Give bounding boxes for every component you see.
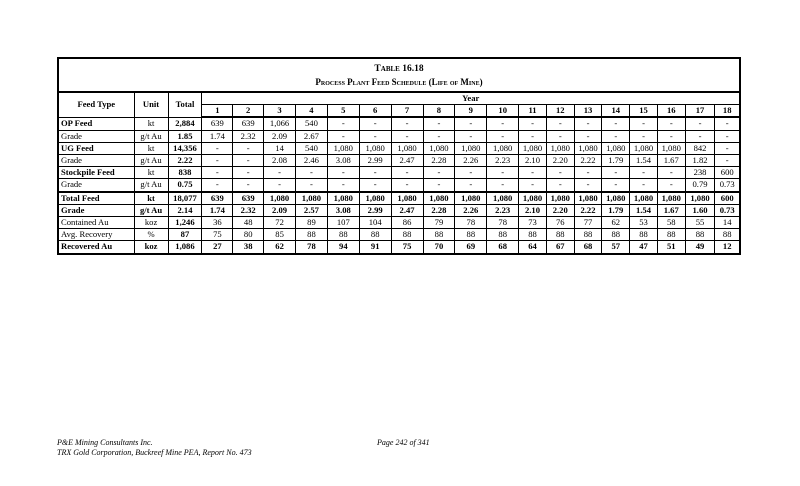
year-value-cell: 1,080 [296,192,328,205]
year-value-cell: - [327,167,359,179]
year-value-cell: - [715,155,740,167]
header-year-cell: 5 [327,105,359,118]
year-value-cell: 1,080 [546,192,574,205]
row-total: 1,246 [168,217,202,229]
year-value-cell: - [455,167,487,179]
row-total: 0.75 [168,179,202,192]
year-value-cell: 2.47 [391,204,423,216]
header-unit: Unit [134,92,168,117]
row-unit: g/t Au [134,204,168,216]
year-value-cell: - [546,130,574,142]
year-value-cell: 540 [296,142,328,154]
year-value-cell: 70 [423,241,455,254]
year-value-cell: - [202,155,233,167]
year-value-cell: 88 [359,229,391,241]
feed-schedule-table-wrapper [57,57,741,255]
year-value-cell: 2.99 [359,155,391,167]
year-value-cell: - [487,117,519,130]
year-value-cell: - [574,117,602,130]
table-row [58,130,740,142]
year-value-cell: 2.32 [233,204,264,216]
year-value-cell: - [455,130,487,142]
year-value-cell: 55 [685,217,715,229]
year-value-cell: - [602,117,630,130]
year-value-cell: 107 [327,217,359,229]
table-row [58,142,740,154]
year-value-cell: 1.74 [202,130,233,142]
year-value-cell: 1,080 [391,192,423,205]
row-label: Grade [58,130,134,142]
year-value-cell: - [202,142,233,154]
row-unit: kt [134,192,168,205]
row-label: Stockpile Feed [58,167,134,179]
year-value-cell: - [487,167,519,179]
year-value-cell: 75 [202,229,233,241]
row-total: 1,086 [168,241,202,254]
year-value-cell: - [423,167,455,179]
year-value-cell: 2.26 [455,155,487,167]
year-value-cell: - [391,167,423,179]
header-year: Year [202,92,740,105]
year-value-cell: 1,080 [359,142,391,154]
year-value-cell: 94 [327,241,359,254]
row-total: 2,884 [168,117,202,130]
year-value-cell: 1.82 [685,155,715,167]
year-value-cell: 1,080 [327,142,359,154]
year-value-cell: - [657,167,685,179]
year-value-cell: 2.28 [423,155,455,167]
year-value-cell: 1,080 [546,142,574,154]
feed-schedule-table [57,57,741,255]
year-value-cell: 3.08 [327,204,359,216]
year-value-cell: - [602,179,630,192]
row-unit: g/t Au [134,155,168,167]
row-total: 1.85 [168,130,202,142]
year-value-cell: - [423,117,455,130]
year-value-cell: 14 [715,217,740,229]
year-value-cell: - [715,117,740,130]
year-value-cell: - [546,179,574,192]
year-value-cell: - [359,167,391,179]
footer-company: P&E Mining Consultants Inc. [57,438,153,447]
year-value-cell: 1,080 [602,142,630,154]
row-label: Grade [58,204,134,216]
year-value-cell: 12 [715,241,740,254]
year-value-cell: 2.67 [296,130,328,142]
row-label: Recovered Au [58,241,134,254]
year-value-cell: 1,080 [574,192,602,205]
header-year-cell: 18 [715,105,740,118]
header-year-cell: 14 [602,105,630,118]
year-value-cell: 1,080 [519,192,547,205]
year-value-cell: 51 [657,241,685,254]
table-row [58,117,740,130]
year-value-cell: 0.79 [685,179,715,192]
table-subtitle: Process Plant Feed Schedule (Life of Mine) [315,76,483,87]
year-value-cell: 69 [455,241,487,254]
year-value-cell: - [519,130,547,142]
row-total: 2.22 [168,155,202,167]
year-value-cell: 64 [519,241,547,254]
header-year-cell: 12 [546,105,574,118]
year-value-cell: - [602,130,630,142]
year-value-cell: 639 [202,117,233,130]
year-value-cell: 57 [602,241,630,254]
header-year-cell: 15 [630,105,658,118]
year-value-cell: - [296,179,328,192]
year-value-cell: - [233,167,264,179]
year-value-cell: 77 [574,217,602,229]
year-value-cell: 639 [233,117,264,130]
year-value-cell: - [519,117,547,130]
year-value-cell: 76 [546,217,574,229]
table-row [58,241,740,254]
page-number: Page 242 of 341 [377,438,430,447]
row-unit: kt [134,167,168,179]
year-value-cell: 88 [657,229,685,241]
year-value-cell: 600 [715,192,740,205]
year-value-cell: - [359,179,391,192]
year-value-cell: 47 [630,241,658,254]
year-value-cell: 79 [423,217,455,229]
header-feed-type: Feed Type [58,92,134,117]
year-value-cell: 80 [233,229,264,241]
year-value-cell: 600 [715,167,740,179]
row-total: 838 [168,167,202,179]
year-value-cell: 1,080 [455,192,487,205]
year-value-cell: - [327,179,359,192]
year-value-cell: - [715,142,740,154]
year-value-cell: - [602,167,630,179]
header-total: Total [168,92,202,117]
year-value-cell: - [391,179,423,192]
header-year-cell: 13 [574,105,602,118]
year-value-cell: - [546,167,574,179]
year-value-cell: - [296,167,328,179]
year-value-cell: 14 [264,142,296,154]
year-value-cell: - [630,167,658,179]
year-value-cell: 2.46 [296,155,328,167]
year-value-cell: 1,080 [487,192,519,205]
year-value-cell: - [574,130,602,142]
year-value-cell: 1,080 [574,142,602,154]
year-value-cell: 3.08 [327,155,359,167]
row-label: Avg. Recovery [58,229,134,241]
header-year-cell: 16 [657,105,685,118]
year-value-cell: - [327,130,359,142]
year-value-cell: 1,080 [455,142,487,154]
year-value-cell: 540 [296,117,328,130]
year-value-cell: 1,066 [264,117,296,130]
header-year-cell: 8 [423,105,455,118]
year-value-cell: - [657,130,685,142]
year-value-cell: 86 [391,217,423,229]
year-value-cell: 1,080 [657,192,685,205]
header-year-cell: 9 [455,105,487,118]
year-value-cell: 1.67 [657,204,685,216]
footer-left [57,438,252,458]
year-value-cell: - [685,130,715,142]
year-value-cell: 73 [519,217,547,229]
year-value-cell: 1,080 [423,192,455,205]
table-title-cell [58,58,740,92]
year-value-cell: - [715,130,740,142]
year-value-cell: 104 [359,217,391,229]
year-value-cell: - [487,130,519,142]
year-value-cell: 88 [327,229,359,241]
year-value-cell: 2.09 [264,130,296,142]
year-value-cell: - [264,167,296,179]
year-value-cell: 2.57 [296,204,328,216]
header-year-cell: 11 [519,105,547,118]
year-value-cell: 2.10 [519,204,547,216]
year-value-cell: 1,080 [630,192,658,205]
year-value-cell: 1,080 [359,192,391,205]
year-value-cell: - [574,179,602,192]
year-value-cell: 2.20 [546,155,574,167]
year-value-cell: - [519,179,547,192]
table-row [58,155,740,167]
year-value-cell: 1.67 [657,155,685,167]
year-value-cell: 88 [685,229,715,241]
year-value-cell: - [630,117,658,130]
row-label: Grade [58,155,134,167]
year-value-cell: 2.22 [574,204,602,216]
year-value-cell: - [391,117,423,130]
header-year-cell: 4 [296,105,328,118]
year-value-cell: 2.99 [359,204,391,216]
year-value-cell: 88 [574,229,602,241]
year-value-cell: 88 [715,229,740,241]
row-label: Total Feed [58,192,134,205]
row-total: 18,077 [168,192,202,205]
year-value-cell: 58 [657,217,685,229]
year-value-cell: 48 [233,217,264,229]
year-value-cell: 1,080 [602,192,630,205]
table-row [58,229,740,241]
year-value-cell: 2.47 [391,155,423,167]
year-value-cell: 88 [391,229,423,241]
row-label: Grade [58,179,134,192]
year-value-cell: - [455,117,487,130]
year-value-cell: 1.54 [630,155,658,167]
year-value-cell: - [233,179,264,192]
year-value-cell: - [202,167,233,179]
year-value-cell: 68 [487,241,519,254]
year-value-cell: 78 [296,241,328,254]
year-value-cell: 1.79 [602,155,630,167]
table-row [58,204,740,216]
year-value-cell: 1,080 [657,142,685,154]
year-value-cell: 2.28 [423,204,455,216]
year-value-cell: - [657,117,685,130]
table-row [58,217,740,229]
row-label: Contained Au [58,217,134,229]
year-value-cell: - [359,130,391,142]
header-year-cell: 10 [487,105,519,118]
year-value-cell: - [630,130,658,142]
table-body [58,117,740,253]
year-value-cell: 2.20 [546,204,574,216]
year-value-cell: 2.26 [455,204,487,216]
year-value-cell: - [423,130,455,142]
year-value-cell: - [359,117,391,130]
footer-report: TRX Gold Corporation, Buckreef Mine PEA, Report No. 473 [57,448,252,457]
row-total: 87 [168,229,202,241]
year-value-cell: 1,080 [519,142,547,154]
row-unit: koz [134,217,168,229]
year-value-cell: - [233,142,264,154]
year-value-cell: - [327,117,359,130]
header-year-cell: 6 [359,105,391,118]
row-label: UG Feed [58,142,134,154]
row-unit: koz [134,241,168,254]
row-unit: kt [134,117,168,130]
year-value-cell: 2.22 [574,155,602,167]
row-label: OP Feed [58,117,134,130]
header-year-cell: 17 [685,105,715,118]
row-unit: % [134,229,168,241]
year-value-cell: 2.23 [487,155,519,167]
year-value-cell: - [202,179,233,192]
year-value-cell: 1,080 [423,142,455,154]
header-year-cell: 7 [391,105,423,118]
year-value-cell: 2.23 [487,204,519,216]
year-value-cell: - [630,179,658,192]
year-value-cell: 78 [487,217,519,229]
year-value-cell: 1,080 [685,192,715,205]
header-year-cell: 3 [264,105,296,118]
year-value-cell: 38 [233,241,264,254]
year-value-cell: 1,080 [327,192,359,205]
year-value-cell: 75 [391,241,423,254]
year-value-cell: 62 [264,241,296,254]
year-value-cell: - [487,179,519,192]
table-row [58,179,740,192]
year-value-cell: 53 [630,217,658,229]
year-value-cell: 639 [202,192,233,205]
year-value-cell: 238 [685,167,715,179]
year-value-cell: - [233,155,264,167]
year-value-cell: 88 [455,229,487,241]
year-value-cell: 842 [685,142,715,154]
row-total: 2.14 [168,204,202,216]
year-value-cell: 88 [519,229,547,241]
year-value-cell: 1,080 [630,142,658,154]
table-row [58,192,740,205]
year-value-cell: - [546,117,574,130]
year-value-cell: 0.73 [715,204,740,216]
table-title: Table 16.18 [374,63,424,74]
year-value-cell: 67 [546,241,574,254]
year-value-cell: 2.10 [519,155,547,167]
year-value-cell: - [519,167,547,179]
year-value-cell: 27 [202,241,233,254]
row-total: 14,356 [168,142,202,154]
year-value-cell: - [391,130,423,142]
year-value-cell: 49 [685,241,715,254]
year-value-cell: - [423,179,455,192]
year-value-cell: 1.74 [202,204,233,216]
year-value-cell: 2.08 [264,155,296,167]
year-value-cell: 91 [359,241,391,254]
year-value-cell: 68 [574,241,602,254]
year-value-cell: - [685,117,715,130]
year-value-cell: 1,080 [487,142,519,154]
year-value-cell: 88 [423,229,455,241]
year-value-cell: 1.60 [685,204,715,216]
year-value-cell: 78 [455,217,487,229]
year-value-cell: 36 [202,217,233,229]
year-value-cell: 88 [296,229,328,241]
row-unit: g/t Au [134,179,168,192]
year-value-cell: 1.79 [602,204,630,216]
year-value-cell: 88 [546,229,574,241]
year-value-cell: 1.54 [630,204,658,216]
header-year-cell: 2 [233,105,264,118]
table-row [58,167,740,179]
year-value-cell: 88 [602,229,630,241]
year-value-cell: 88 [630,229,658,241]
year-value-cell: 88 [487,229,519,241]
year-value-cell: - [455,179,487,192]
year-value-cell: - [657,179,685,192]
year-value-cell: 89 [296,217,328,229]
year-value-cell: - [264,179,296,192]
year-value-cell: - [574,167,602,179]
year-value-cell: 1,080 [391,142,423,154]
year-value-cell: 72 [264,217,296,229]
year-value-cell: 2.32 [233,130,264,142]
year-value-cell: 62 [602,217,630,229]
header-year-cell: 1 [202,105,233,118]
row-unit: kt [134,142,168,154]
year-value-cell: 1,080 [264,192,296,205]
row-unit: g/t Au [134,130,168,142]
year-value-cell: 2.09 [264,204,296,216]
year-value-cell: 0.73 [715,179,740,192]
year-value-cell: 639 [233,192,264,205]
year-value-cell: 85 [264,229,296,241]
